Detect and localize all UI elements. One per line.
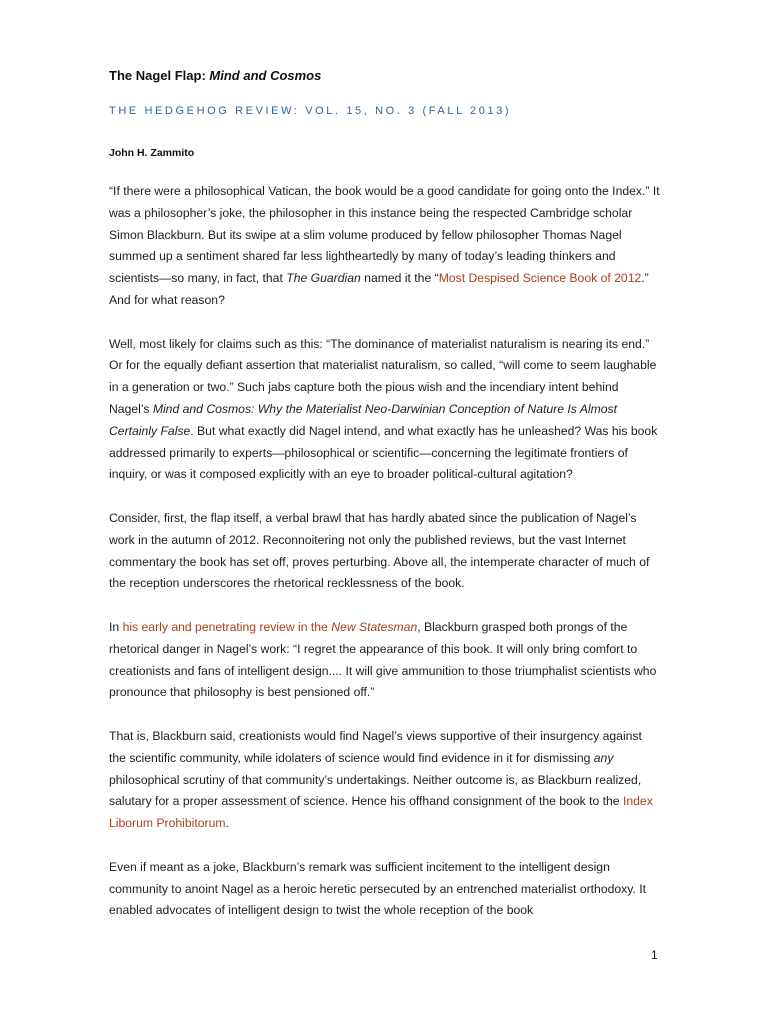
article-title <box>109 68 321 83</box>
paragraph-4 <box>109 617 661 704</box>
paragraph-5-text-3: . <box>225 816 229 831</box>
paragraph-1 <box>109 181 661 312</box>
book-full-title: Mind and Cosmos: Why the Materialist Neo-Darwinian Conception of Nature Is Almost Certainly False <box>109 401 618 438</box>
new-statesman-title: New Statesman <box>331 619 418 634</box>
review-link-text: his early and penetrating review in the <box>122 619 332 634</box>
article-title-book: Mind and Cosmos <box>209 68 322 83</box>
paragraph-3-text: Consider, first, the flap itself, a verbal brawl that has hardly abated since the publication of Nagel’s work in the autumn of 2012. Reconnoitering not only the published reviews, but the vast Internet commentary the book has set off, proves perturbing. Above all, the intemperate character of much of the reception underscores the rhetorical recklessness of the book. <box>109 510 650 591</box>
paragraph-1-text: “If there were a philosophical Vatican, the book would be a good candidate for going onto the Index.” It was a philosopher’s joke, the philosopher in this instance being the respected Cambridge scholar Simon Blackburn. But its swipe at a slim volume produced by fellow philosopher Thomas Nagel summed up a sentiment shared far less lightheartedly by many of today’s leading thinkers and scientists—so many, in fact, that <box>109 184 660 286</box>
index-link[interactable]: Index Liborum Prohibitorum <box>109 794 653 831</box>
paragraph-6-text: Even if meant as a joke, Blackburn’s remark was sufficient incitement to the intelligent design community to anoint Nagel as a heroic heretic persecuted by an entrenched materialist orthodoxy. It enabled advocates of intelligent design to twist the whole reception of the book <box>109 859 646 918</box>
journal-citation: THE HEDGEHOG REVIEW: VOL. 15, NO. 3 (FALL 2013) <box>109 105 512 117</box>
paragraph-5 <box>109 726 661 835</box>
paragraph-1-text-2: named it the “ <box>360 271 439 286</box>
article-title-prefix: The Nagel Flap: <box>109 68 210 83</box>
paragraph-6 <box>109 857 661 922</box>
most-despised-link[interactable]: Most Despised Science Book of 2012 <box>438 271 642 286</box>
paragraph-4-text: In <box>109 619 123 634</box>
new-statesman-review-link[interactable] <box>123 620 418 634</box>
page-number: 1 <box>651 948 658 962</box>
emphasis-any: any <box>593 750 614 765</box>
paragraph-5-text: That is, Blackburn said, creationists would find Nagel’s views supportive of their insurgency against the scientific community, while idolaters of science would find evidence in it for dismissing <box>109 728 642 765</box>
author-name: John H. Zammito <box>109 147 195 159</box>
article-body <box>109 181 661 944</box>
paragraph-3 <box>109 508 661 595</box>
paragraph-4-text-2: , Blackburn grasped both prongs of the rhetorical danger in Nagel’s work: “I regret the appearance of this book. It will only bring comfort to creationists and fans of intelligent design.... It will give ammunition to those triumphalist scientists who pronounce that philosophy is best pensioned off.” <box>109 619 657 700</box>
paragraph-2-text: Well, most likely for claims such as this: “The dominance of materialist naturalism is nearing its end.” Or for the equally defiant assertion that materialist naturalism, so called, “will come to seem laughable in a generation or two.” Such jabs capture both the pious wish and the incendiary intent behind Nagel’s <box>109 336 657 416</box>
guardian-title: The Guardian <box>286 271 361 286</box>
paragraph-5-text-2: philosophical scrutiny of that community’s undertakings. Neither outcome is, as Blackburn realized, salutary for a proper assessment of science. Hence his offhand consignment of the book to the <box>109 772 642 809</box>
paragraph-2-text-2: . But what exactly did Nagel intend, and what exactly has he unleashed? Was his book addressed primarily to experts—philosophical or scientific—concerning the legitimate frontiers of inquiry, or was it composed explicitly with an eye to broader political-cultural agitation? <box>109 423 658 482</box>
paragraph-1-text-3: .” And for what reason? <box>109 271 649 307</box>
paragraph-2 <box>109 334 661 487</box>
